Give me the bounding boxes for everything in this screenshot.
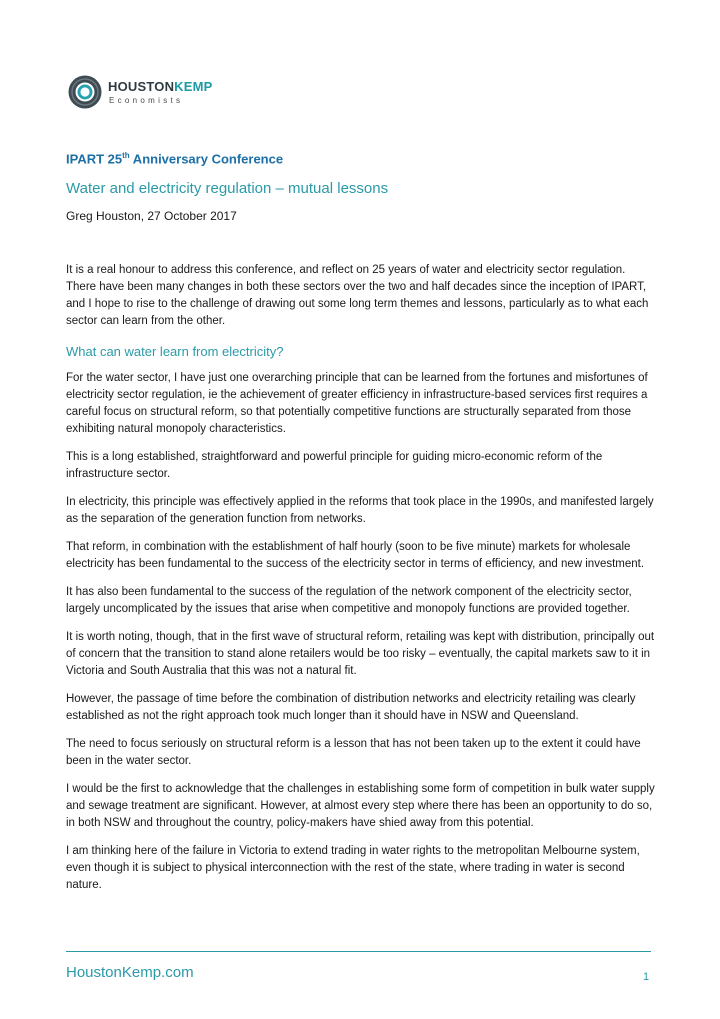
houstonkemp-ring-logo-icon	[67, 74, 103, 110]
document-subtitle: Water and electricity regulation – mutual lessons	[66, 180, 389, 197]
body-paragraph: That reform, in combination with the establishment of half hourly (soon to be five minute) markets for wholesale electricity has been fundamental to the success of the electricity sector in terms of efficiency, and new investment.	[66, 541, 645, 570]
footer-divider	[66, 951, 651, 952]
company-logo	[67, 74, 267, 118]
body-paragraph: For the water sector, I have just one overarching principle that can be learned from the fortunes and misfortunes of electricity sector regulation, ie the achievement of greater efficiency in infrastructure-based services first requires a careful focus on structural reform, so that potentially competitive functions are structurally separated from those exhibiting natural monopoly characteristics.	[66, 372, 648, 435]
footer-website: HoustonKemp.com	[66, 964, 194, 981]
intro-paragraph: It is a real honour to address this conference, and reflect on 25 years of water and electricity sector regulation. There have been many changes in both these sectors over the two and half decades since the inception of IPART, and I hope to rise to the challenge of drawing out some long term themes and lessons, particularly as to what each sector can learn from the other.	[66, 264, 649, 327]
document-body	[66, 262, 656, 905]
logo-tagline: Economists	[109, 96, 184, 105]
author-date: Greg Houston, 27 October 2017	[66, 209, 237, 223]
body-paragraph: I am thinking here of the failure in Victoria to extend trading in water rights to the metropolitan Melbourne system, even though it is subject to physical interconnection with the rest of the state, where trading in water is second nature.	[66, 845, 640, 891]
conference-title: IPART 25th Anniversary Conference	[66, 151, 284, 167]
body-paragraph: It has also been fundamental to the success of the regulation of the network component of the electricity sector, largely uncomplicated by the issues that arise when competitive and monopoly functions are provided together.	[66, 586, 632, 615]
body-paragraph: This is a long established, straightforward and powerful principle for guiding micro-economic reform of the infrastructure sector.	[66, 451, 603, 480]
body-paragraph: In electricity, this principle was effectively applied in the reforms that took place in the 1990s, and manifested largely as the separation of the generation function from networks.	[66, 496, 654, 525]
body-paragraph: However, the passage of time before the combination of distribution networks and electricity retailing was clearly established as not the right approach took much longer than it should have in NSW and Queensland.	[66, 693, 636, 722]
body-paragraph: I would be the first to acknowledge that the challenges in establishing some form of competition in bulk water supply and sewage treatment are significant. However, at almost every step where there has been an opportunity to do so, in both NSW and throughout the country, policy-makers have shied away from this potential.	[66, 783, 655, 829]
body-paragraph: The need to focus seriously on structural reform is a lesson that has not been taken up to the extent it could have been in the water sector.	[66, 738, 641, 767]
body-paragraph: It is worth noting, though, that in the first wave of structural reform, retailing was kept with distribution, principally out of concern that the transition to stand alone retailers would be too risky – eventually, the capital markets saw to it in Victoria and South Australia that this was not a natural fit.	[66, 631, 655, 677]
section-heading: What can water learn from electricity?	[66, 344, 284, 359]
logo-wordmark: HOUSTONKEMP	[108, 79, 213, 94]
page-number: 1	[643, 971, 650, 983]
